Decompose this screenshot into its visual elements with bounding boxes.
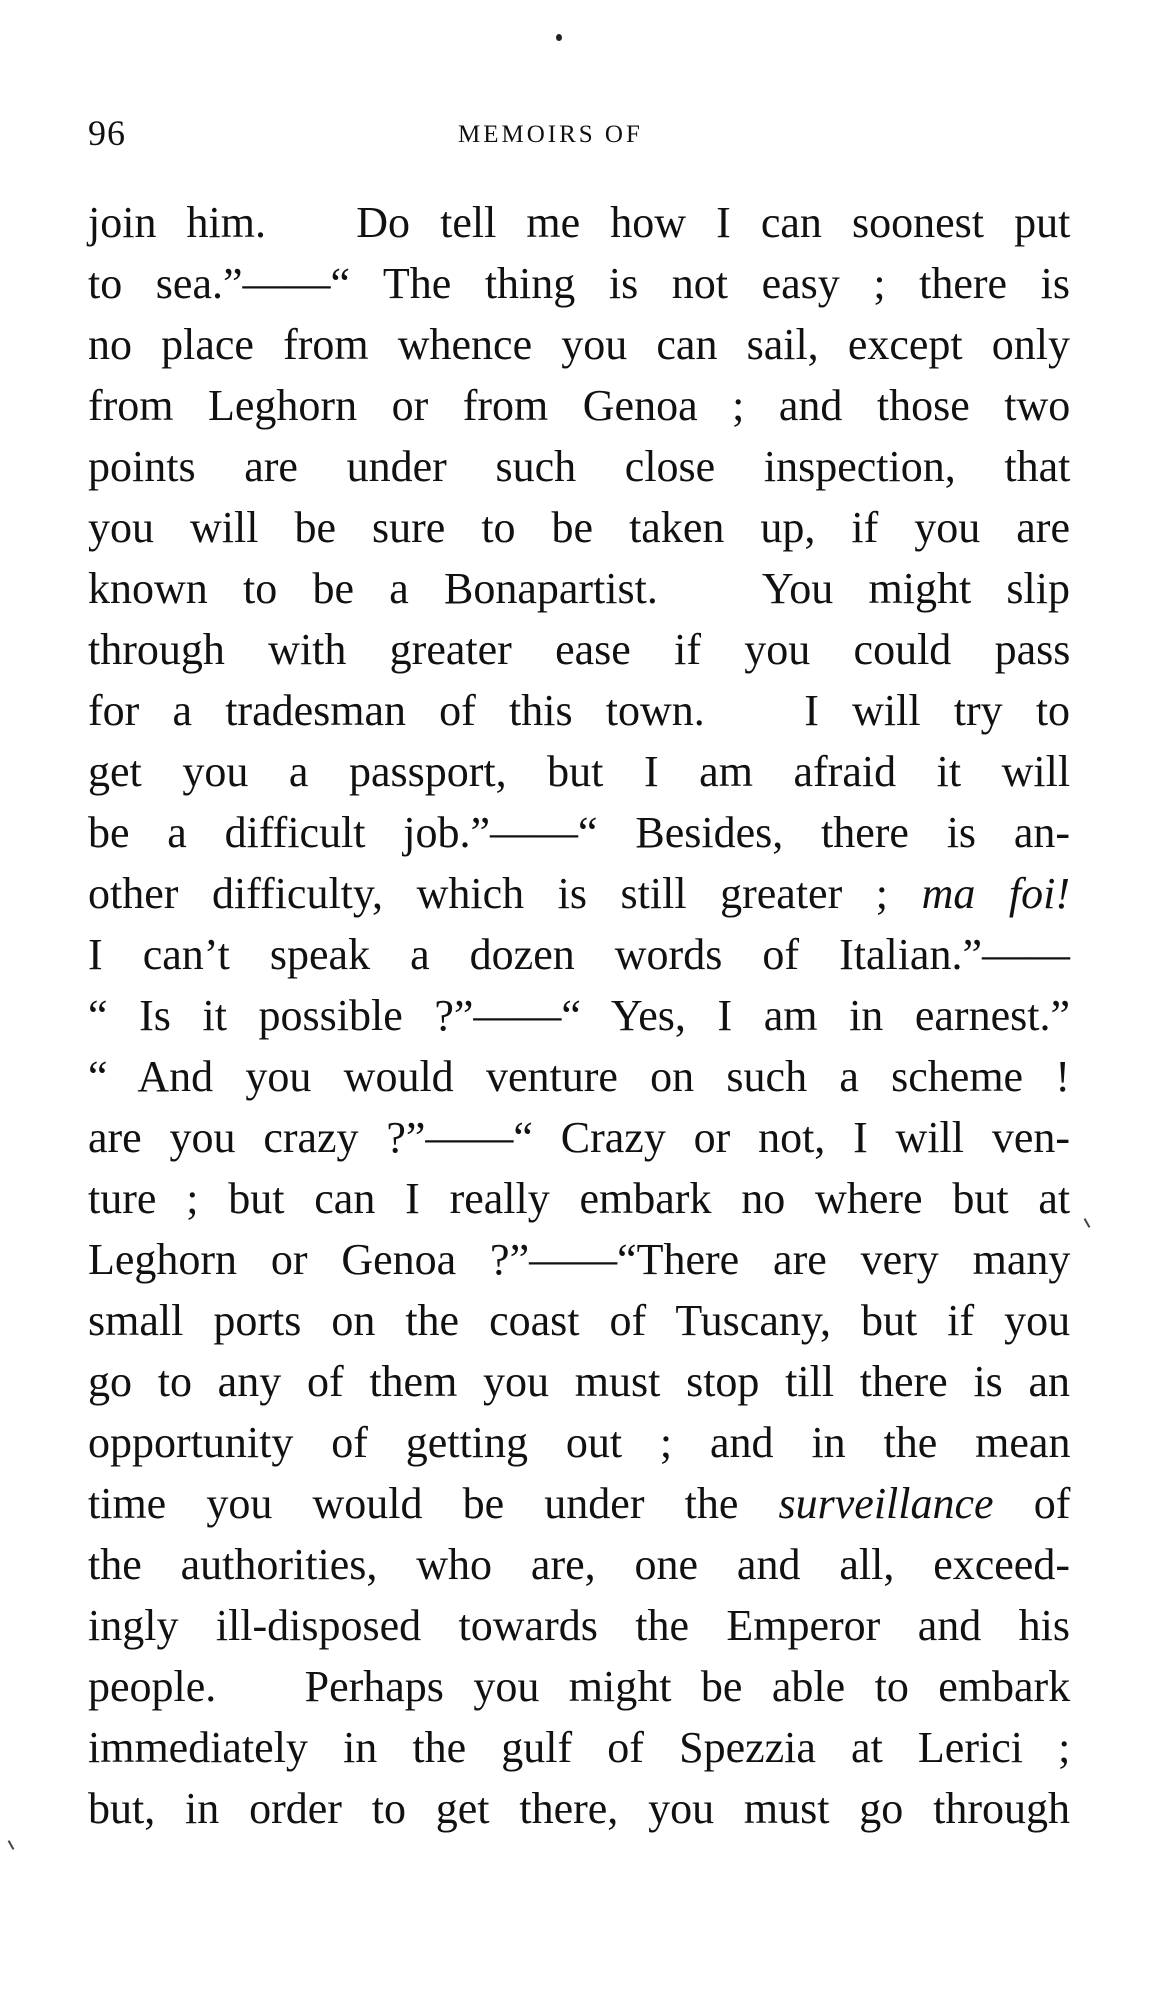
line-text: go to any of them you must stop till there is an — [88, 1357, 1071, 1406]
page-number: 96 — [88, 113, 126, 153]
line-text: other difficulty, which is still greater ; — [88, 869, 922, 918]
line-text: no place from whence you can sail, except only — [88, 320, 1070, 369]
line-text: immediately in the gulf of Spezzia at Lerici ; — [88, 1723, 1071, 1772]
line-text: time you would be under the — [88, 1479, 779, 1528]
line-text: join him. Do tell me how I can soonest put — [88, 198, 1071, 247]
text-line — [88, 802, 1070, 863]
text-line — [88, 1107, 1070, 1168]
text-line — [88, 924, 1070, 985]
line-text: opportunity of getting out ; and in the mean — [88, 1418, 1071, 1467]
italic-phrase: ma foi! — [921, 869, 1070, 918]
text-line — [88, 1229, 1070, 1290]
text-line — [88, 1717, 1070, 1778]
text-line — [88, 1473, 1070, 1534]
text-line — [88, 1351, 1070, 1412]
line-text: to sea.”——“ The thing is not easy ; there is — [88, 259, 1070, 308]
text-line — [88, 253, 1070, 314]
line-text: people. Perhaps you might be able to embark — [88, 1662, 1071, 1711]
text-line — [88, 1595, 1070, 1656]
text-line — [88, 863, 1070, 924]
text-line — [88, 1046, 1070, 1107]
text-line — [88, 741, 1070, 802]
italic-phrase: surveillance — [778, 1479, 994, 1528]
line-text: I can’t speak a dozen words of Italian.”—— — [88, 930, 1070, 979]
line-text: known to be a Bonapartist. You might slip — [88, 564, 1070, 613]
text-line — [88, 375, 1070, 436]
line-text: ingly ill-disposed towards the Emperor and his — [88, 1601, 1070, 1650]
running-title: MEMOIRS OF — [458, 121, 643, 148]
line-text-tail: of — [993, 1479, 1071, 1528]
line-text: Leghorn or Genoa ?”——“There are very many — [88, 1235, 1071, 1284]
line-text: from Leghorn or from Genoa ; and those two — [88, 381, 1071, 430]
text-line — [88, 314, 1070, 375]
line-text: ture ; but can I really embark no where but at — [88, 1174, 1071, 1223]
text-line — [88, 1778, 1070, 1839]
line-text: are you crazy ?”——“ Crazy or not, I will ven- — [88, 1113, 1070, 1162]
text-line — [88, 192, 1070, 253]
text-line — [88, 558, 1070, 619]
text-line — [88, 619, 1070, 680]
text-line — [88, 985, 1070, 1046]
margin-mark-right — [1084, 1218, 1091, 1228]
text-line — [88, 1412, 1070, 1473]
margin-mark-left — [8, 1840, 15, 1850]
text-line — [88, 1168, 1070, 1229]
body-text — [88, 192, 1070, 1839]
line-text: small ports on the coast of Tuscany, but if you — [88, 1296, 1071, 1345]
print-speck — [556, 34, 562, 41]
line-text: “ And you would venture on such a scheme ! — [88, 1052, 1070, 1101]
text-line — [88, 1656, 1070, 1717]
text-line — [88, 436, 1070, 497]
running-head — [88, 108, 1070, 158]
line-text: points are under such close inspection, that — [88, 442, 1071, 491]
line-text: be a difficult job.”——“ Besides, there is an- — [88, 808, 1070, 857]
text-line — [88, 497, 1070, 558]
text-line — [88, 1290, 1070, 1351]
line-text: you will be sure to be taken up, if you are — [88, 503, 1070, 552]
line-text: “ Is it possible ?”——“ Yes, I am in earnest.” — [88, 991, 1070, 1040]
line-text: the authorities, who are, one and all, exceed- — [88, 1540, 1070, 1589]
text-line — [88, 680, 1070, 741]
line-text: through with greater ease if you could pass — [88, 625, 1071, 674]
text-line — [88, 1534, 1070, 1595]
line-text: for a tradesman of this town. I will try to — [88, 686, 1071, 735]
line-text: get you a passport, but I am afraid it will — [88, 747, 1071, 796]
line-text: but, in order to get there, you must go through — [88, 1784, 1070, 1833]
